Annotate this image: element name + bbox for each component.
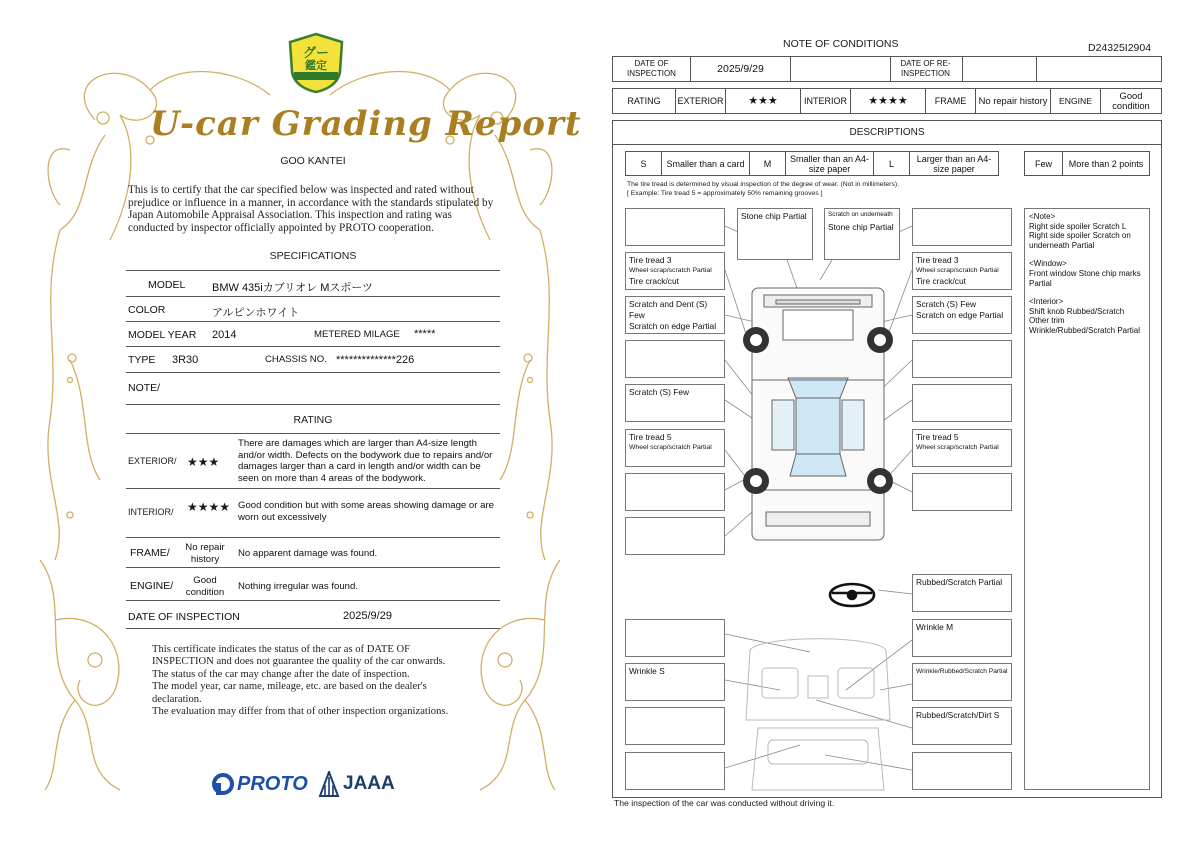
- label-front-left-body: [625, 296, 725, 334]
- chassis-label: CHASSIS NO.: [265, 354, 327, 365]
- label-wrinkle-m: Wrinkle M: [912, 619, 1012, 657]
- frame-value: No repair history: [185, 542, 225, 565]
- tire-tread-note-2: [ Example: Tire tread 5 = approximately 50% remaining grooves ]: [627, 190, 823, 197]
- divider: [126, 537, 500, 538]
- label-box-empty: [912, 208, 1012, 246]
- tire-fl-crack: Tire crack/cut: [629, 276, 679, 286]
- divider: [126, 488, 500, 489]
- legend-few-desc: More than 2 points: [1068, 158, 1144, 169]
- divider: [126, 270, 500, 271]
- frame-label: FRAME/: [130, 547, 170, 559]
- tire-fr-tread: Tire tread 3: [916, 255, 959, 265]
- label-box-empty: [912, 752, 1012, 790]
- badge-top-text: グー: [302, 45, 329, 60]
- note-label: NOTE/: [128, 382, 161, 394]
- engine-value: Good condition: [185, 575, 225, 598]
- proto-logo-text: PROTO: [237, 772, 308, 795]
- divider: [126, 296, 500, 297]
- tire-rl-wheel: Wheel scrap/scratch Partial: [629, 444, 712, 451]
- label-wrinkle-rubbed: Wrinkle/Rubbed/Scratch Partial: [912, 663, 1012, 701]
- scratch-edge-right: Scratch on edge Partial: [916, 310, 1004, 320]
- note-of-conditions-sheet: [600, 0, 1200, 848]
- tire-rl-tread: Tire tread 5: [629, 432, 672, 442]
- label-stone-chip-2: Stone chip Partial: [828, 222, 894, 232]
- jaaa-logo-text: JAAA: [343, 773, 395, 794]
- window-heading: <Window>: [1029, 259, 1067, 269]
- legend-m: M: [750, 152, 786, 175]
- note-item-1: Right side spoiler Scratch L: [1029, 221, 1127, 231]
- date-reinspection-label: DATE OF RE-INSPECTION: [889, 57, 963, 81]
- date-of-inspection-label: DATE OF INSPECTION: [128, 611, 240, 623]
- footnote-4: The evaluation may differ from that of other inspection organizations.: [152, 706, 449, 718]
- document-id: D24325I2904: [1088, 42, 1152, 54]
- goo-kantei-badge: [288, 32, 344, 94]
- label-box-empty: [912, 340, 1012, 378]
- interior-item-1: Shift knob Rubbed/Scratch: [1029, 306, 1125, 316]
- tire-fr-crack: Tire crack/cut: [916, 276, 966, 286]
- descriptions-heading: DESCRIPTIONS: [612, 120, 1162, 145]
- divider: [126, 346, 500, 347]
- model-label: MODEL: [148, 279, 186, 291]
- sheet-footer: The inspection of the car was conducted without driving it.: [614, 798, 835, 808]
- exterior-stars: ★★★: [726, 89, 801, 113]
- badge-mid-text: 鑑定: [305, 60, 327, 72]
- steering-wheel-icon: [830, 584, 874, 606]
- divider: [126, 404, 500, 405]
- engine-label: ENGINE/: [130, 580, 174, 592]
- engine-label: ENGINE: [1051, 89, 1101, 113]
- type-label: TYPE: [128, 354, 156, 366]
- date-inspection-label: DATE OF INSPECTION: [613, 57, 691, 81]
- label-scratch-underneath: [824, 208, 900, 260]
- date-of-inspection-value: 2025/9/29: [343, 610, 392, 622]
- divider: [126, 567, 500, 568]
- footnote-3: The model year, car name, mileage, etc. are based on the dealer's declaration.: [152, 681, 427, 705]
- interior-heading: <Interior>: [1029, 297, 1064, 307]
- legend-few: Few: [1025, 152, 1063, 175]
- interior-label: INTERIOR/: [128, 507, 174, 517]
- label-left-side: Scratch (S) Few: [625, 384, 725, 422]
- exterior-description: There are damages which are larger than A4-size length and/or width. Defects on the bodywork due to repairs and/or damages larger than a card in length and/or width can be seen on more than 4 areas of the bodywork.: [238, 438, 493, 484]
- label-tire-front-right: [912, 252, 1012, 290]
- interior-stars: ★★★★: [187, 500, 231, 514]
- proto-logo: [212, 770, 308, 798]
- divider: [126, 600, 500, 601]
- label-front-right-body: [912, 296, 1012, 334]
- label-box-empty: [625, 619, 725, 657]
- label-rubbed-dirt: Rubbed/Scratch/Dirt S: [912, 707, 1012, 745]
- rating-label: RATING: [613, 89, 676, 113]
- model-value: BMW 435iカブリオレ Mスポーツ: [212, 282, 373, 294]
- interior-description: Good condition but with some areas showing damage or are worn out excessively: [238, 500, 494, 523]
- footnote-1: This certificate indicates the status of the car as of DATE OF INSPECTION and does not guarantee the quality of the car onwards.: [152, 644, 446, 668]
- sheet-title: NOTE OF CONDITIONS: [783, 38, 899, 50]
- tire-fl-tread: Tire tread 3: [629, 255, 672, 265]
- legend-s-desc: Smaller than a card: [662, 152, 750, 175]
- interior-stars: ★★★★: [851, 89, 926, 113]
- jaaa-mark-icon: [318, 771, 340, 797]
- note-heading: <Note>: [1029, 212, 1056, 221]
- metered-mileage-label: METERED MILAGE: [314, 329, 400, 340]
- label-stone-chip-1: Stone chip Partial: [737, 208, 813, 260]
- exterior-label: EXTERIOR: [676, 89, 726, 113]
- scratch-dent-few: Scratch and Dent (S) Few: [629, 299, 708, 320]
- window-item-1: Front window Stone chip marks Partial: [1029, 268, 1141, 288]
- interior-item-3: Wrinkle/Rubbed/Scratch Partial: [1029, 325, 1141, 335]
- frame-description: No apparent damage was found.: [238, 548, 378, 559]
- model-year-label: MODEL YEAR: [128, 329, 197, 341]
- type-value: 3R30: [172, 354, 199, 366]
- certificate-footnotes: [152, 644, 470, 718]
- divider: [126, 433, 500, 434]
- note-item-2: Right side spoiler Scratch on underneath Partial: [1029, 231, 1131, 250]
- frame-value: No repair history: [976, 89, 1051, 113]
- chassis-value: **************226: [336, 354, 415, 366]
- label-box-empty: [625, 517, 725, 555]
- certificate-title: U-car Grading Report: [150, 104, 582, 144]
- label-box-empty: [625, 340, 725, 378]
- certificate-intro: This is to certify that the car specified below was inspected and rated without prejudice or influence in a manner, in accordance with the standards stipulated by Japan Automobile Appraisal Association. This inspection and rating was conducted by inspector officially appointed by PROTO cooperation.: [128, 184, 494, 234]
- exterior-label: EXTERIOR/: [128, 456, 177, 466]
- interior-label: INTERIOR: [801, 89, 851, 113]
- specifications-heading: SPECIFICATIONS: [269, 250, 357, 262]
- legend-l-desc: Larger than an A4-size paper: [916, 153, 992, 174]
- proto-mark-icon: [212, 772, 236, 796]
- scratch-edge-left: Scratch on edge Partial: [629, 321, 717, 331]
- label-scratch-underneath-small: Scratch on underneath: [828, 211, 893, 218]
- scratch-s-few-right: Scratch (S) Few: [916, 299, 977, 309]
- label-box-empty: [912, 384, 1012, 422]
- divider: [126, 628, 500, 629]
- legend-s: S: [626, 152, 662, 175]
- notes-panel: [1024, 208, 1150, 790]
- label-box-empty: [912, 473, 1012, 511]
- legend-l: L: [874, 152, 910, 175]
- tire-rr-tread: Tire tread 5: [916, 432, 959, 442]
- divider: [126, 372, 500, 373]
- divider: [126, 321, 500, 322]
- engine-description: Nothing irregular was found.: [238, 581, 358, 592]
- tire-fr-wheel: Wheel scrap/scratch Partial: [916, 267, 999, 274]
- label-tire-rear-right: [912, 429, 1012, 467]
- label-box-empty: [625, 473, 725, 511]
- model-year-value: 2014: [212, 329, 237, 341]
- label-box-empty: [625, 208, 725, 246]
- metered-mileage-value: *****: [414, 328, 436, 340]
- exterior-stars: ★★★: [187, 455, 220, 469]
- tire-fl-wheel: Wheel scrap/scratch Partial: [629, 267, 712, 274]
- interior-item-2: Other trim: [1029, 316, 1065, 326]
- label-wrinkle-s: Wrinkle S: [625, 663, 725, 701]
- color-label: COLOR: [128, 304, 166, 316]
- label-tire-rear-left: [625, 429, 725, 467]
- rating-heading: RATING: [293, 414, 333, 426]
- certificate-subtitle: GOO KANTEI: [280, 155, 346, 167]
- tire-rr-wheel: Wheel scrap/scratch Partial: [916, 444, 999, 451]
- legend-m-desc: Smaller than an A4-size paper: [786, 152, 874, 175]
- date-inspection-value: 2025/9/29: [691, 57, 791, 81]
- footnote-2: The status of the car may change after the date of inspection.: [152, 668, 410, 680]
- label-tire-front-left: [625, 252, 725, 290]
- tire-tread-note-1: The tire tread is determined by visual inspection of the degree of wear. (Not in millimeters).: [627, 181, 899, 188]
- frame-label: FRAME: [926, 89, 976, 113]
- color-value: アルピンホワイト: [212, 307, 300, 319]
- label-box-empty: [625, 752, 725, 790]
- label-box-empty: [625, 707, 725, 745]
- engine-value: Good condition: [1112, 90, 1150, 111]
- jaaa-logo: [318, 770, 395, 798]
- label-steering: Rubbed/Scratch Partial: [912, 574, 1012, 612]
